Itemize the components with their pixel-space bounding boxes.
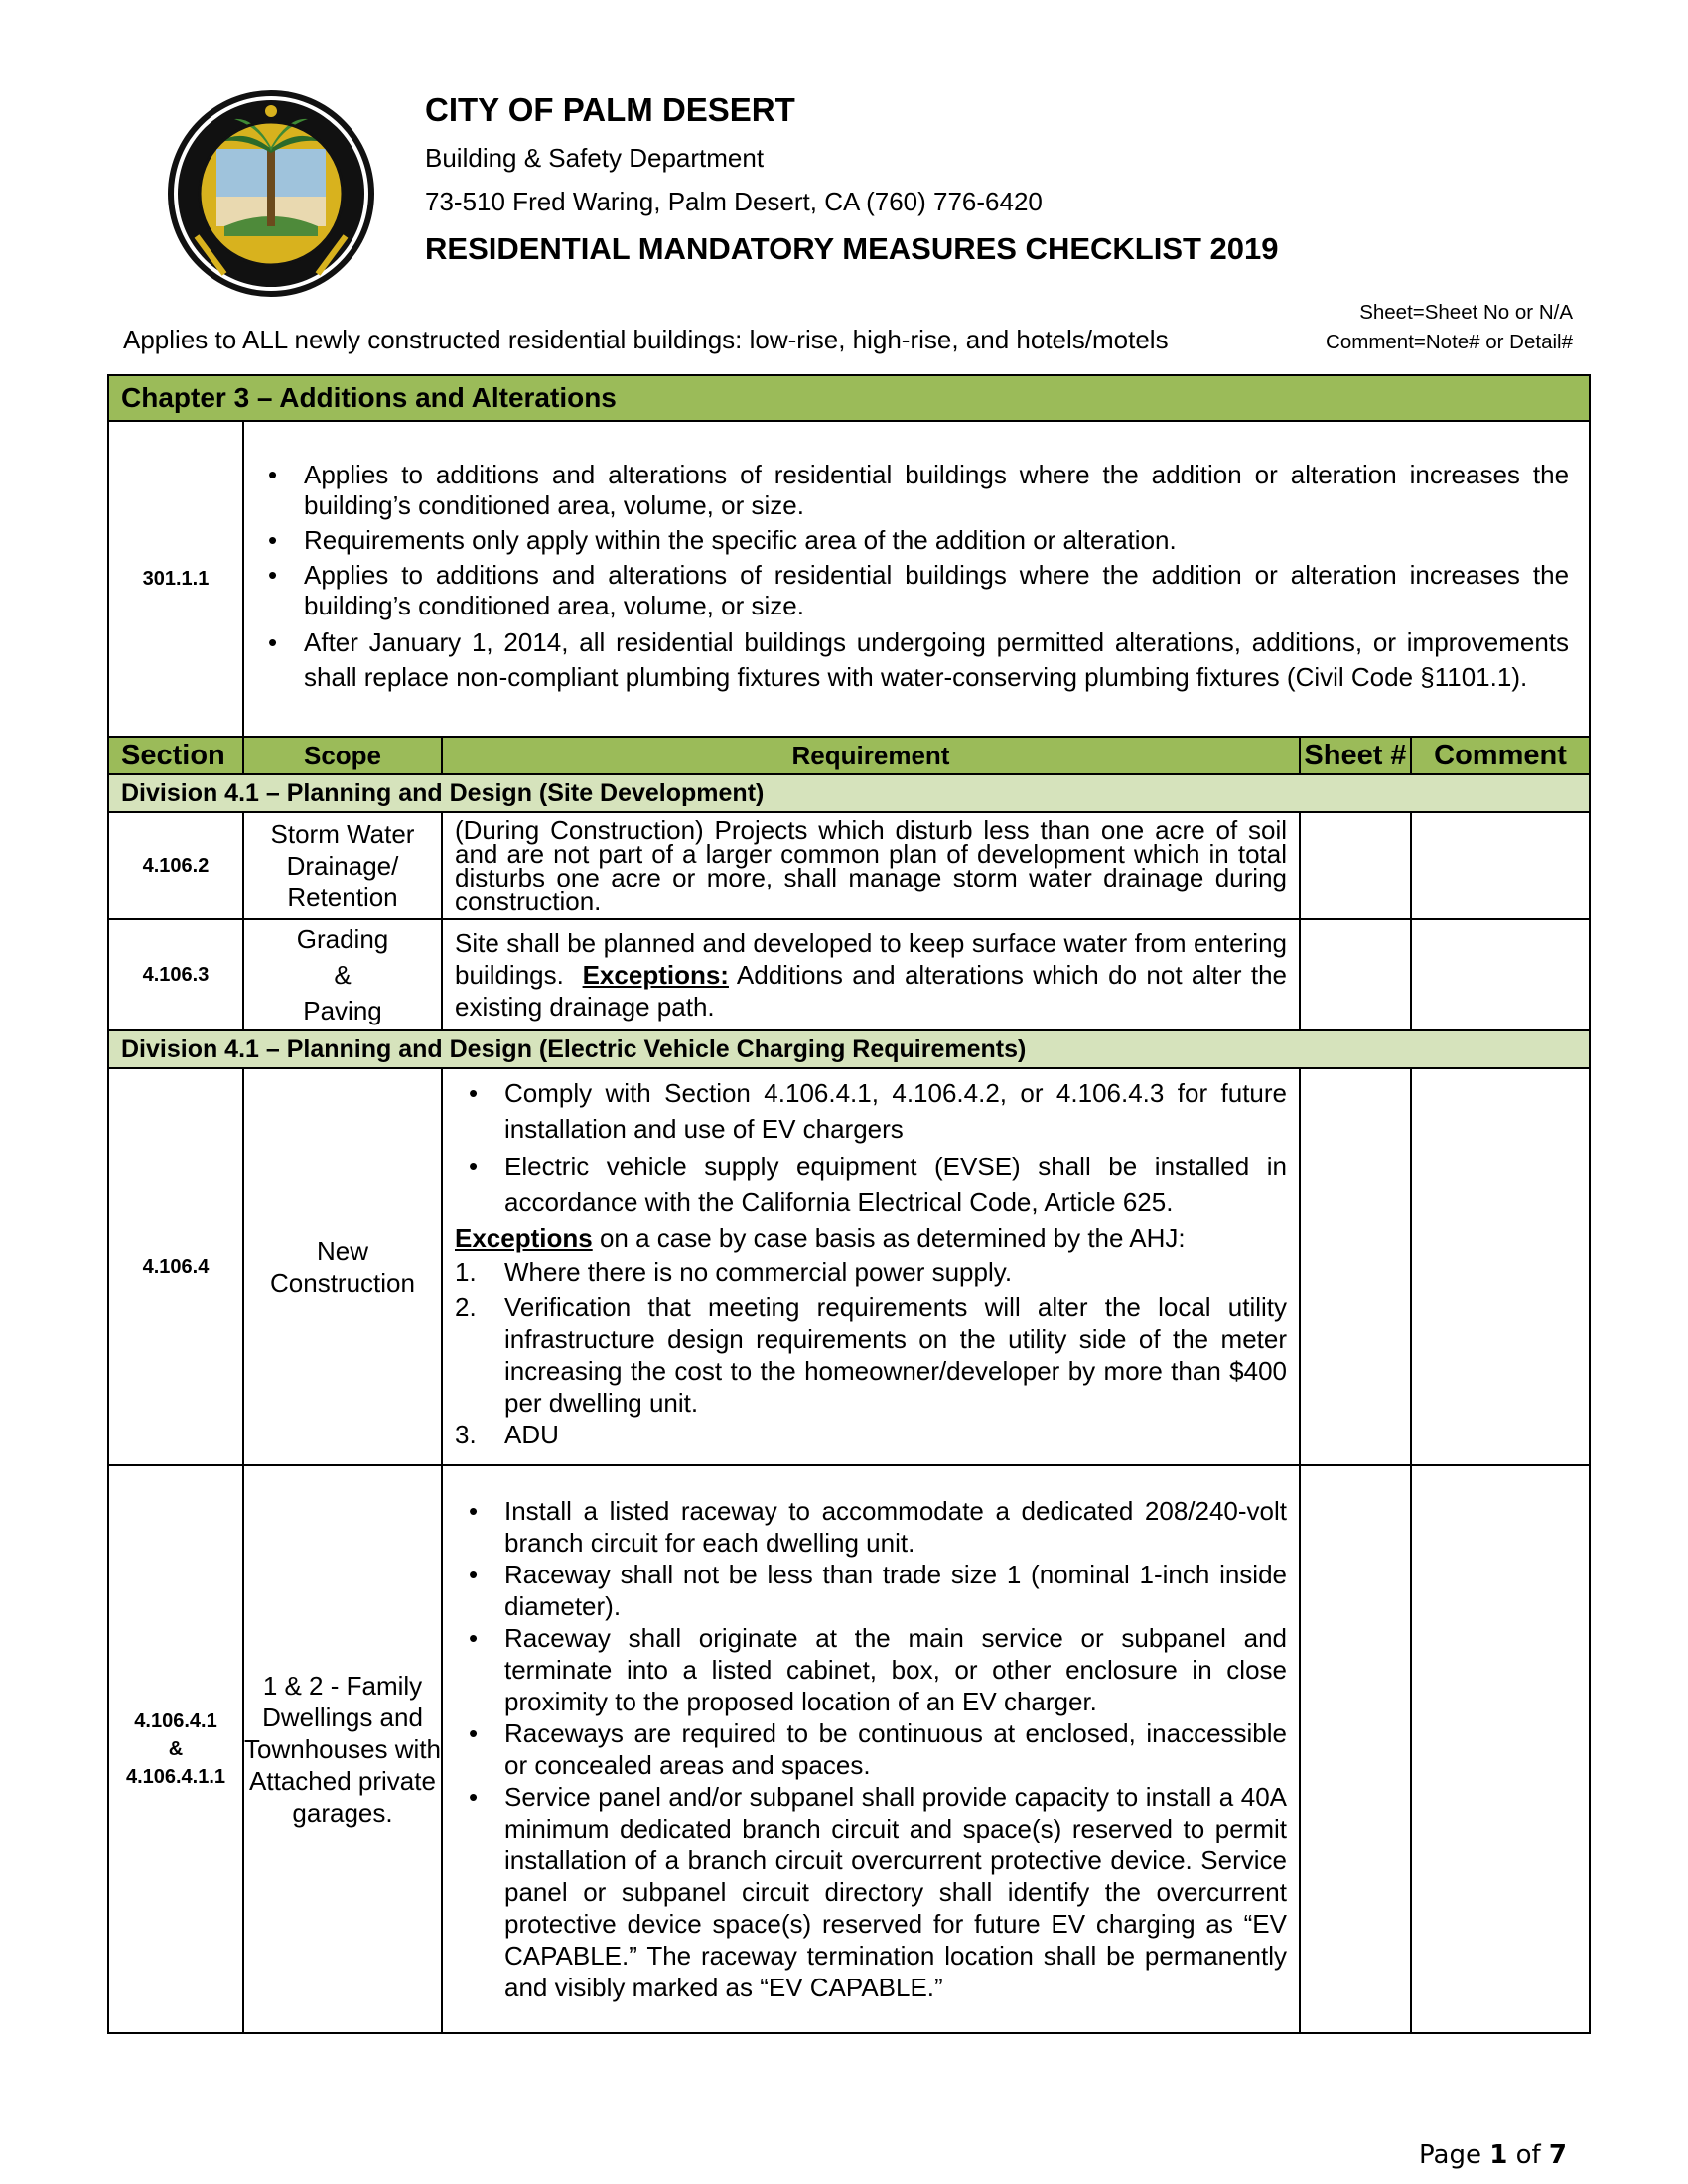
requirement-4-106-4 bbox=[442, 1068, 1300, 1465]
section-line: 4.106.4.1.1 bbox=[125, 1766, 226, 1788]
scope-grading-paving bbox=[243, 919, 442, 1030]
list-text: Verification that meeting requirements will alter the local utility infrastructure design requirements on the utility side of the meter increasing the cost to the homeowner/developer by more than $400 per dwelling unit. bbox=[504, 1293, 1287, 1418]
section-301-1-1: 301.1.1 bbox=[108, 421, 243, 737]
chapter-3-header: Chapter 3 – Additions and Alterations bbox=[108, 375, 1590, 421]
list-number: 1. bbox=[455, 1257, 477, 1287]
column-header-section: Section bbox=[108, 737, 243, 774]
scope-line: Grading bbox=[296, 924, 389, 954]
sheet-cell[interactable] bbox=[1300, 1465, 1411, 2033]
list-number: 3. bbox=[455, 1420, 477, 1449]
list-item bbox=[455, 1419, 1287, 1450]
list-item: • Comply with Section 4.106.4.1, 4.106.4.2, or 4.106.4.3 for future installation and use of EV chargers bbox=[455, 1075, 1287, 1147]
column-header-sheet: Sheet # bbox=[1300, 737, 1411, 774]
requirement-4-106-2: (During Construction) Projects which disturb less than one acre of soil and are not part of a larger common plan of development which in total disturbs one acre or more, shall manage storm water drainage during construction. bbox=[442, 812, 1300, 919]
list-item bbox=[455, 1256, 1287, 1288]
list-item: • Install a listed raceway to accommodate a dedicated 208/240-volt branch circuit for each dwelling unit. bbox=[455, 1495, 1287, 1559]
checklist-title: RESIDENTIAL MANDATORY MEASURES CHECKLIST 2019 bbox=[425, 231, 1279, 266]
section-4-106-3: 4.106.3 bbox=[108, 919, 243, 1030]
sheet-cell[interactable] bbox=[1300, 812, 1411, 919]
section-line: & bbox=[168, 1738, 184, 1760]
page-number bbox=[1419, 2140, 1567, 2170]
list-text: Where there is no commercial power supply. bbox=[504, 1257, 1013, 1287]
list-item: • Requirements only apply within the specific area of the addition or alteration. bbox=[254, 525, 1569, 556]
page-label: Page bbox=[1419, 2140, 1481, 2170]
comment-cell[interactable] bbox=[1411, 919, 1590, 1030]
section-4-106-4: 4.106.4 bbox=[108, 1068, 243, 1465]
list-item: • Raceway shall originate at the main service or subpanel and terminate into a listed cabinet, box, or other enclosure in close proximity to the proposed location of an EV charger. bbox=[455, 1622, 1287, 1717]
scope-family-dwellings: 1 & 2 - Family Dwellings and Townhouses with Attached private garages. bbox=[243, 1465, 442, 2033]
legend-sheet: Sheet=Sheet No or N/A bbox=[1359, 301, 1573, 324]
legend-comment: Comment=Note# or Detail# bbox=[1326, 331, 1573, 353]
list-item: • Raceway shall not be less than trade size 1 (nominal 1-inch inside diameter). bbox=[455, 1559, 1287, 1622]
chapter-3-requirements bbox=[243, 421, 1590, 737]
list-item: • Applies to additions and alterations of residential buildings where the addition or alteration increases the building’s conditioned area, volume, or size. bbox=[254, 560, 1569, 621]
sheet-cell[interactable] bbox=[1300, 919, 1411, 1030]
list-item: • Service panel and/or subpanel shall provide capacity to install a 40A minimum dedicated branch circuit and space(s) reserved to permit installation of a branch circuit overcurrent protective device. Service panel or subpanel circuit directory shall identify the overcurrent protective device space(s) reserved for future EV charging as “EV CAPABLE.” The raceway termination location shall be permanently and visibly marked as “EV CAPABLE.” bbox=[455, 1781, 1287, 2003]
sheet-cell[interactable] bbox=[1300, 1068, 1411, 1465]
requirement-4-106-4-1 bbox=[442, 1465, 1300, 2033]
column-legend bbox=[1326, 298, 1573, 357]
comment-cell[interactable] bbox=[1411, 812, 1590, 919]
list-number: 2. bbox=[455, 1293, 477, 1322]
exceptions-label: Exceptions: bbox=[582, 960, 729, 990]
scope-line: Paving bbox=[303, 996, 382, 1025]
table-row bbox=[108, 1465, 1590, 2033]
table-row bbox=[108, 919, 1590, 1030]
list-item: • Applies to additions and alterations of residential buildings where the addition or alteration increases the building’s conditioned area, volume, or size. bbox=[254, 460, 1569, 521]
scope-line: & bbox=[334, 960, 352, 990]
applies-note: Applies to ALL newly constructed residential buildings: low-rise, high-rise, and hotels/motels bbox=[123, 325, 1169, 354]
table-row bbox=[108, 1068, 1590, 1465]
section-4-106-2: 4.106.2 bbox=[108, 812, 243, 919]
column-header-comment: Comment bbox=[1411, 737, 1590, 774]
list-item: • After January 1, 2014, all residential buildings undergoing permitted alterations, additions, or improvements shall replace non-compliant plumbing fixtures with water-conserving plumbing fixtures (Civil Code §1101.1). bbox=[254, 625, 1569, 695]
page-current: 1 bbox=[1489, 2140, 1508, 2170]
comment-cell[interactable] bbox=[1411, 1465, 1590, 2033]
letterhead bbox=[425, 91, 1279, 267]
comment-cell[interactable] bbox=[1411, 1068, 1590, 1465]
column-header-requirement: Requirement bbox=[442, 737, 1300, 774]
requirement-text: Site shall be planned and developed to keep surface water from entering buildings. bbox=[455, 928, 1287, 990]
exceptions-text: on a case by case basis as determined by the AHJ: bbox=[599, 1223, 1186, 1253]
section-line: 4.106.4.1 bbox=[134, 1710, 217, 1732]
division-ev-charging: Division 4.1 – Planning and Design (Electric Vehicle Charging Requirements) bbox=[108, 1030, 1590, 1068]
department-address: 73-510 Fred Waring, Palm Desert, CA (760) 776-6420 bbox=[425, 187, 1043, 216]
column-header-scope: Scope bbox=[243, 737, 442, 774]
requirement-4-106-3 bbox=[442, 919, 1300, 1030]
exceptions-label: Exceptions bbox=[455, 1223, 593, 1253]
city-seal-logo bbox=[165, 87, 377, 300]
requirement-text: Additions and alterations which do not alter the existing drainage path. bbox=[455, 960, 1287, 1022]
list-item bbox=[455, 1292, 1287, 1419]
scope-storm-water: Storm Water Drainage/ Retention bbox=[243, 812, 442, 919]
division-site-development: Division 4.1 – Planning and Design (Site Development) bbox=[108, 774, 1590, 812]
list-text: ADU bbox=[504, 1420, 559, 1449]
city-name: CITY OF PALM DESERT bbox=[425, 91, 795, 128]
list-item: • Electric vehicle supply equipment (EVSE) shall be installed in accordance with the California Electrical Code, Article 625. bbox=[455, 1149, 1287, 1220]
department-name: Building & Safety Department bbox=[425, 143, 765, 173]
list-item: • Raceways are required to be continuous at enclosed, inaccessible or concealed areas and spaces. bbox=[455, 1717, 1287, 1781]
page-of: of bbox=[1515, 2140, 1541, 2170]
section-4-106-4-1 bbox=[108, 1465, 243, 2033]
table-row bbox=[108, 812, 1590, 919]
checklist-table bbox=[107, 374, 1591, 2034]
page-total: 7 bbox=[1548, 2140, 1567, 2170]
scope-new-construction: New Construction bbox=[243, 1068, 442, 1465]
exceptions-line bbox=[455, 1220, 1287, 1256]
